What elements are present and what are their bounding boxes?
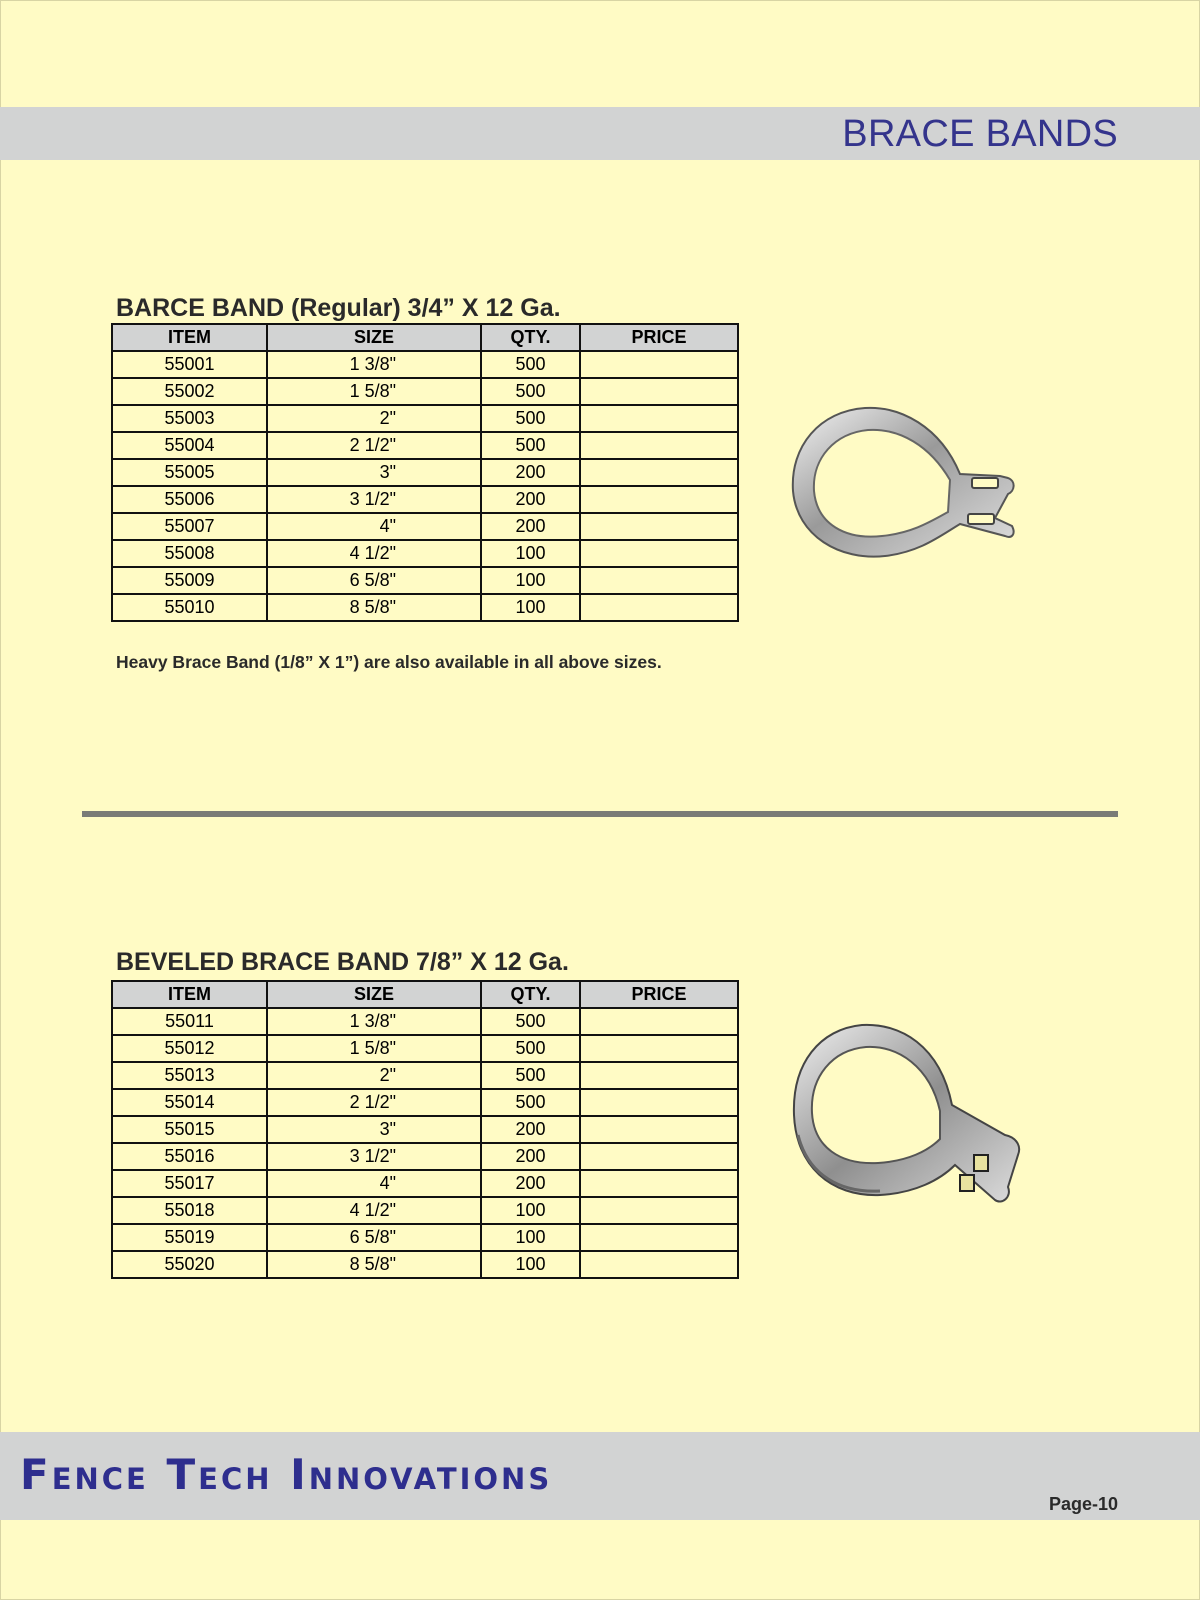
qty-cell: 100 — [481, 1251, 580, 1278]
table-row — [112, 486, 738, 513]
size-cell: 1 5/8" — [267, 1035, 481, 1062]
price-cell — [580, 405, 738, 432]
column-header-qty: QTY. — [481, 981, 580, 1008]
table-row — [112, 1251, 738, 1278]
qty-cell: 500 — [481, 1089, 580, 1116]
item-cell: 55006 — [112, 486, 267, 513]
item-cell: 55017 — [112, 1170, 267, 1197]
qty-cell: 500 — [481, 405, 580, 432]
price-cell — [580, 540, 738, 567]
price-cell — [580, 1143, 738, 1170]
item-cell: 55010 — [112, 594, 267, 621]
table-row — [112, 1008, 738, 1035]
size-cell: 4" — [267, 1170, 481, 1197]
price-cell — [580, 432, 738, 459]
qty-cell: 100 — [481, 1197, 580, 1224]
price-cell — [580, 1062, 738, 1089]
qty-cell: 500 — [481, 378, 580, 405]
qty-cell: 500 — [481, 1008, 580, 1035]
section-divider — [82, 811, 1118, 817]
brand-name: Fence Tech Innovations — [20, 1450, 553, 1499]
size-cell: 1 5/8" — [267, 378, 481, 405]
column-header-size: SIZE — [267, 981, 481, 1008]
table-row — [112, 1116, 738, 1143]
item-cell: 55018 — [112, 1197, 267, 1224]
item-cell: 55013 — [112, 1062, 267, 1089]
qty-cell: 200 — [481, 513, 580, 540]
size-cell: 6 5/8" — [267, 567, 481, 594]
item-cell: 55020 — [112, 1251, 267, 1278]
size-cell: 8 5/8" — [267, 594, 481, 621]
item-cell: 55008 — [112, 540, 267, 567]
regular-product-table — [111, 323, 739, 622]
item-cell: 55019 — [112, 1224, 267, 1251]
table-row — [112, 1224, 738, 1251]
price-cell — [580, 459, 738, 486]
price-cell — [580, 1170, 738, 1197]
price-cell — [580, 351, 738, 378]
size-cell: 8 5/8" — [267, 1251, 481, 1278]
item-cell: 55007 — [112, 513, 267, 540]
price-cell — [580, 486, 738, 513]
column-header-price: PRICE — [580, 324, 738, 351]
qty-cell: 100 — [481, 540, 580, 567]
qty-cell: 200 — [481, 486, 580, 513]
table-row — [112, 1197, 738, 1224]
qty-cell: 500 — [481, 432, 580, 459]
table-row — [112, 513, 738, 540]
table-header-row — [112, 324, 738, 351]
table-row — [112, 459, 738, 486]
table-row — [112, 567, 738, 594]
page-title: BRACE BANDS — [842, 113, 1118, 155]
table-row — [112, 1170, 738, 1197]
table-row — [112, 1089, 738, 1116]
qty-cell: 100 — [481, 1224, 580, 1251]
size-cell: 6 5/8" — [267, 1224, 481, 1251]
price-cell — [580, 1224, 738, 1251]
item-cell: 55004 — [112, 432, 267, 459]
size-cell: 2" — [267, 1062, 481, 1089]
beveled-brace-band-image — [790, 1015, 1040, 1235]
item-cell: 55005 — [112, 459, 267, 486]
regular-section-title: BARCE BAND (Regular) 3/4” X 12 Ga. — [116, 294, 561, 322]
size-cell: 4 1/2" — [267, 540, 481, 567]
table-row — [112, 405, 738, 432]
price-cell — [580, 1035, 738, 1062]
item-cell: 55009 — [112, 567, 267, 594]
table-row — [112, 540, 738, 567]
column-header-size: SIZE — [267, 324, 481, 351]
qty-cell: 200 — [481, 1170, 580, 1197]
beveled-product-table — [111, 980, 739, 1279]
table-row — [112, 378, 738, 405]
qty-cell: 100 — [481, 594, 580, 621]
size-cell: 3 1/2" — [267, 486, 481, 513]
qty-cell: 500 — [481, 1062, 580, 1089]
price-cell — [580, 1089, 738, 1116]
table-row — [112, 594, 738, 621]
beveled-section-title: BEVELED BRACE BAND 7/8” X 12 Ga. — [116, 948, 569, 976]
column-header-item: ITEM — [112, 981, 267, 1008]
item-cell: 55012 — [112, 1035, 267, 1062]
table-row — [112, 1035, 738, 1062]
size-cell: 2" — [267, 405, 481, 432]
table-row — [112, 1143, 738, 1170]
size-cell: 1 3/8" — [267, 351, 481, 378]
price-cell — [580, 513, 738, 540]
table-row — [112, 1062, 738, 1089]
column-header-qty: QTY. — [481, 324, 580, 351]
qty-cell: 500 — [481, 351, 580, 378]
price-cell — [580, 1008, 738, 1035]
regular-brace-band-image — [790, 396, 1040, 576]
size-cell: 4 1/2" — [267, 1197, 481, 1224]
qty-cell: 500 — [481, 1035, 580, 1062]
table-header-row — [112, 981, 738, 1008]
table-row — [112, 351, 738, 378]
qty-cell: 200 — [481, 1116, 580, 1143]
item-cell: 55011 — [112, 1008, 267, 1035]
item-cell: 55015 — [112, 1116, 267, 1143]
qty-cell: 100 — [481, 567, 580, 594]
size-cell: 2 1/2" — [267, 1089, 481, 1116]
price-cell — [580, 378, 738, 405]
price-cell — [580, 594, 738, 621]
heavy-band-note: Heavy Brace Band (1/8” X 1”) are also available in all above sizes. — [116, 652, 662, 672]
price-cell — [580, 1251, 738, 1278]
item-cell: 55003 — [112, 405, 267, 432]
qty-cell: 200 — [481, 459, 580, 486]
column-header-price: PRICE — [580, 981, 738, 1008]
price-cell — [580, 1116, 738, 1143]
column-header-item: ITEM — [112, 324, 267, 351]
item-cell: 55001 — [112, 351, 267, 378]
price-cell — [580, 567, 738, 594]
size-cell: 3" — [267, 1116, 481, 1143]
size-cell: 4" — [267, 513, 481, 540]
qty-cell: 200 — [481, 1143, 580, 1170]
size-cell: 3 1/2" — [267, 1143, 481, 1170]
item-cell: 55016 — [112, 1143, 267, 1170]
table-row — [112, 432, 738, 459]
page-number: Page-10 — [1048, 1494, 1118, 1514]
size-cell: 1 3/8" — [267, 1008, 481, 1035]
item-cell: 55014 — [112, 1089, 267, 1116]
size-cell: 3" — [267, 459, 481, 486]
size-cell: 2 1/2" — [267, 432, 481, 459]
item-cell: 55002 — [112, 378, 267, 405]
price-cell — [580, 1197, 738, 1224]
